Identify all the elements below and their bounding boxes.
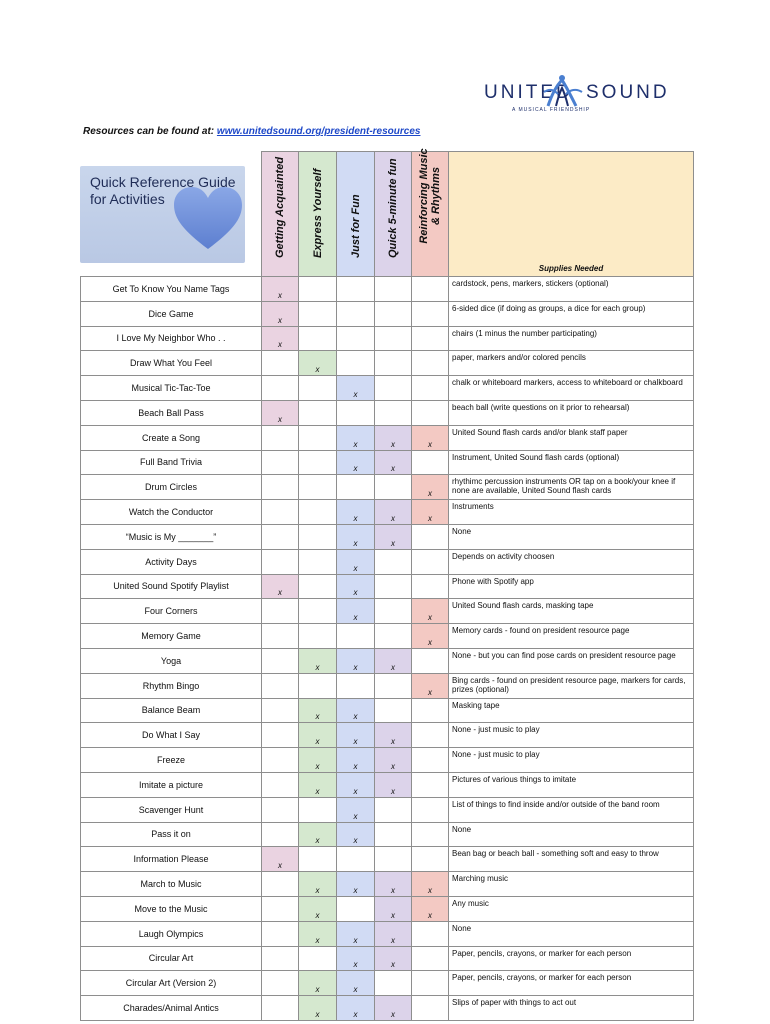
mark-cell [262, 971, 299, 996]
mark-cell [299, 549, 337, 574]
table-row [81, 921, 694, 946]
mark-cell: x [299, 698, 337, 723]
mark-cell: x [262, 301, 299, 326]
resources-line [83, 126, 420, 137]
mark-cell: x [337, 698, 375, 723]
mark-cell [375, 326, 412, 351]
mark-cell [412, 648, 449, 673]
mark-cell [412, 921, 449, 946]
activity-name: Dice Game [81, 301, 262, 326]
mark-cell [262, 376, 299, 401]
table-row [81, 425, 694, 450]
mark-cell [337, 351, 375, 376]
mark-cell [299, 946, 337, 971]
mark-cell [299, 450, 337, 475]
mark-cell [375, 400, 412, 425]
supplies-cell: Paper, pencils, crayons, or marker for each person [449, 971, 694, 996]
mark-cell [337, 847, 375, 872]
heart-icon [172, 185, 244, 251]
supplies-cell: United Sound flash cards and/or blank staff paper [449, 425, 694, 450]
supplies-cell: Instrument, United Sound flash cards (optional) [449, 450, 694, 475]
mark-cell [262, 500, 299, 525]
table-row [81, 797, 694, 822]
mark-cell [262, 475, 299, 500]
mark-cell [337, 475, 375, 500]
mark-cell [412, 549, 449, 574]
supplies-cell: 6-sided dice (if doing as groups, a dice for each group) [449, 301, 694, 326]
mark-cell: x [375, 524, 412, 549]
logo-text-right: SOUND [586, 82, 670, 103]
mark-cell [262, 549, 299, 574]
activity-name: Musical Tic-Tac-Toe [81, 376, 262, 401]
mark-cell: x [375, 450, 412, 475]
table-row [81, 376, 694, 401]
activity-name: Charades/Animal Antics [81, 996, 262, 1021]
mark-cell [412, 698, 449, 723]
mark-cell: x [299, 872, 337, 897]
mark-cell [375, 797, 412, 822]
table-row [81, 896, 694, 921]
mark-cell: x [375, 896, 412, 921]
table-row [81, 748, 694, 773]
mark-cell [262, 648, 299, 673]
mark-cell [375, 971, 412, 996]
mark-cell: x [337, 996, 375, 1021]
mark-cell [375, 376, 412, 401]
table-row [81, 450, 694, 475]
mark-cell [412, 326, 449, 351]
table-row [81, 624, 694, 649]
mark-cell [412, 971, 449, 996]
supplies-cell: None - just music to play [449, 748, 694, 773]
column-header-reinforcing-music: Reinforcing Music & Rhythms [412, 152, 449, 277]
logo-figures-icon [542, 74, 584, 108]
mark-cell [375, 822, 412, 847]
united-sound-logo [482, 78, 670, 118]
table-row [81, 277, 694, 302]
mark-cell [337, 277, 375, 302]
mark-cell [375, 549, 412, 574]
mark-cell: x [299, 748, 337, 773]
supplies-cell: chalk or whiteboard markers, access to whiteboard or chalkboard [449, 376, 694, 401]
table-row [81, 822, 694, 847]
mark-cell [412, 351, 449, 376]
supplies-cell: Marching music [449, 872, 694, 897]
mark-cell: x [299, 822, 337, 847]
mark-cell [262, 772, 299, 797]
mark-cell: x [337, 648, 375, 673]
activity-name: Rhythm Bingo [81, 673, 262, 698]
activity-name: Scavenger Hunt [81, 797, 262, 822]
mark-cell [262, 524, 299, 549]
mark-cell: x [262, 574, 299, 599]
column-header-quick-5-minute-fun: Quick 5-minute fun [375, 152, 412, 277]
table-row [81, 723, 694, 748]
table-row [81, 574, 694, 599]
activity-name: I Love My Neighbor Who . . [81, 326, 262, 351]
mark-cell [299, 524, 337, 549]
mark-cell [262, 748, 299, 773]
mark-cell [262, 946, 299, 971]
mark-cell: x [337, 723, 375, 748]
mark-cell: x [337, 574, 375, 599]
mark-cell: x [412, 500, 449, 525]
mark-cell [299, 673, 337, 698]
activity-name: Watch the Conductor [81, 500, 262, 525]
mark-cell: x [337, 748, 375, 773]
mark-cell: x [299, 648, 337, 673]
mark-cell: x [375, 872, 412, 897]
mark-cell [375, 475, 412, 500]
supplies-cell: Paper, pencils, crayons, or marker for each person [449, 946, 694, 971]
supplies-cell: Masking tape [449, 698, 694, 723]
logo-text-left: UNITED [484, 82, 573, 103]
mark-cell [412, 277, 449, 302]
activity-name: Pass it on [81, 822, 262, 847]
mark-cell [262, 797, 299, 822]
activity-name: Activity Days [81, 549, 262, 574]
table-row [81, 996, 694, 1021]
mark-cell: x [299, 971, 337, 996]
supplies-cell: List of things to find inside and/or outside of the band room [449, 797, 694, 822]
supplies-cell: cardstock, pens, markers, stickers (optional) [449, 277, 694, 302]
mark-cell [299, 500, 337, 525]
table-row [81, 698, 694, 723]
mark-cell [337, 326, 375, 351]
supplies-cell: None [449, 822, 694, 847]
mark-cell [412, 847, 449, 872]
mark-cell [412, 946, 449, 971]
supplies-cell: Slips of paper with things to act out [449, 996, 694, 1021]
mark-cell: x [299, 351, 337, 376]
mark-cell [299, 475, 337, 500]
mark-cell [299, 277, 337, 302]
mark-cell [299, 574, 337, 599]
resources-label: Resources can be found at: [83, 126, 215, 137]
mark-cell: x [375, 996, 412, 1021]
supplies-cell: None - but you can find pose cards on president resource page [449, 648, 694, 673]
mark-cell [299, 599, 337, 624]
mark-cell [412, 450, 449, 475]
supplies-cell: None [449, 524, 694, 549]
activity-name: Balance Beam [81, 698, 262, 723]
mark-cell: x [337, 971, 375, 996]
mark-cell [337, 896, 375, 921]
mark-cell: x [375, 921, 412, 946]
supplies-cell: beach ball (write questions on it prior to rehearsal) [449, 400, 694, 425]
column-header-getting-acquainted: Getting Acquainted [262, 152, 299, 277]
mark-cell [299, 376, 337, 401]
table-row [81, 847, 694, 872]
mark-cell: x [337, 500, 375, 525]
activity-name: Get To Know You Name Tags [81, 277, 262, 302]
mark-cell [375, 673, 412, 698]
mark-cell: x [299, 896, 337, 921]
mark-cell: x [337, 425, 375, 450]
table-row [81, 946, 694, 971]
table-row [81, 673, 694, 698]
mark-cell: x [337, 946, 375, 971]
column-header-just-for-fun: Just for Fun [337, 152, 375, 277]
mark-cell [299, 847, 337, 872]
mark-cell [262, 896, 299, 921]
mark-cell: x [299, 921, 337, 946]
supplies-cell: Memory cards - found on president resource page [449, 624, 694, 649]
mark-cell [299, 425, 337, 450]
mark-cell [375, 277, 412, 302]
mark-cell: x [299, 772, 337, 797]
mark-cell: x [375, 500, 412, 525]
mark-cell: x [375, 772, 412, 797]
activity-name: Freeze [81, 748, 262, 773]
activity-name: Drum Circles [81, 475, 262, 500]
mark-cell [262, 673, 299, 698]
mark-cell [337, 624, 375, 649]
mark-cell: x [375, 748, 412, 773]
mark-cell [262, 996, 299, 1021]
mark-cell: x [412, 599, 449, 624]
mark-cell [412, 301, 449, 326]
mark-cell [262, 921, 299, 946]
mark-cell [262, 624, 299, 649]
activity-name: Laugh Olympics [81, 921, 262, 946]
mark-cell: x [337, 797, 375, 822]
mark-cell [412, 376, 449, 401]
activity-name: Yoga [81, 648, 262, 673]
table-row [81, 475, 694, 500]
mark-cell [375, 301, 412, 326]
page-title: Quick Reference Guide for Activities [90, 174, 236, 207]
mark-cell: x [299, 723, 337, 748]
mark-cell [262, 450, 299, 475]
activity-name: Four Corners [81, 599, 262, 624]
table-row [81, 326, 694, 351]
supplies-cell: None - just music to play [449, 723, 694, 748]
supplies-cell: rhythimc percussion instruments OR tap on a book/your knee if none are available, United Sound flash cards [449, 475, 694, 500]
mark-cell [375, 624, 412, 649]
mark-cell: x [262, 277, 299, 302]
table-row [81, 549, 694, 574]
activity-name: Full Band Trivia [81, 450, 262, 475]
activity-name: Information Please [81, 847, 262, 872]
activity-name: Do What I Say [81, 723, 262, 748]
mark-cell: x [262, 326, 299, 351]
mark-cell: x [337, 599, 375, 624]
mark-cell: x [412, 673, 449, 698]
mark-cell [262, 599, 299, 624]
activity-name: Create a Song [81, 425, 262, 450]
mark-cell: x [412, 896, 449, 921]
mark-cell: x [412, 872, 449, 897]
mark-cell: x [262, 400, 299, 425]
mark-cell [375, 847, 412, 872]
activity-name: Imitate a picture [81, 772, 262, 797]
mark-cell [412, 723, 449, 748]
supplies-cell: Bean bag or beach ball - something soft and easy to throw [449, 847, 694, 872]
mark-cell: x [337, 450, 375, 475]
mark-cell [412, 772, 449, 797]
supplies-cell: Bing cards - found on president resource page, markers for cards, prizes (optional) [449, 673, 694, 698]
mark-cell: x [299, 996, 337, 1021]
mark-cell [375, 599, 412, 624]
supplies-cell: Depends on activity choosen [449, 549, 694, 574]
table-row [81, 599, 694, 624]
table-row [81, 351, 694, 376]
mark-cell [262, 351, 299, 376]
activity-name: Circular Art (Version 2) [81, 971, 262, 996]
table-row [81, 971, 694, 996]
table-row [81, 500, 694, 525]
mark-cell: x [412, 624, 449, 649]
activity-name: Beach Ball Pass [81, 400, 262, 425]
mark-cell [262, 723, 299, 748]
mark-cell [299, 400, 337, 425]
mark-cell [412, 524, 449, 549]
mark-cell: x [375, 648, 412, 673]
mark-cell [337, 301, 375, 326]
supplies-cell: None [449, 921, 694, 946]
mark-cell: x [337, 549, 375, 574]
logo-tagline: A MUSICAL FRIENDSHIP [512, 107, 591, 113]
activity-name: “Music is My _______” [81, 524, 262, 549]
mark-cell [262, 425, 299, 450]
column-header-supplies: Supplies Needed [449, 152, 694, 277]
mark-cell: x [337, 872, 375, 897]
mark-cell [412, 797, 449, 822]
mark-cell [375, 698, 412, 723]
activity-name: March to Music [81, 872, 262, 897]
mark-cell: x [375, 946, 412, 971]
mark-cell [299, 326, 337, 351]
mark-cell: x [337, 772, 375, 797]
mark-cell: x [337, 822, 375, 847]
mark-cell [299, 301, 337, 326]
activity-name: Circular Art [81, 946, 262, 971]
mark-cell [262, 698, 299, 723]
mark-cell: x [337, 376, 375, 401]
supplies-cell: chairs (1 minus the number participating) [449, 326, 694, 351]
table-row [81, 872, 694, 897]
mark-cell [299, 624, 337, 649]
mark-cell: x [337, 921, 375, 946]
mark-cell [412, 748, 449, 773]
mark-cell: x [375, 425, 412, 450]
supplies-cell: Pictures of various things to imitate [449, 772, 694, 797]
mark-cell: x [412, 425, 449, 450]
supplies-cell: United Sound flash cards, masking tape [449, 599, 694, 624]
table-row [81, 772, 694, 797]
supplies-cell: Phone with Spotify app [449, 574, 694, 599]
mark-cell: x [412, 475, 449, 500]
supplies-cell: Any music [449, 896, 694, 921]
resources-link[interactable]: www.unitedsound.org/president-resources [216, 126, 421, 137]
mark-cell [412, 822, 449, 847]
mark-cell [375, 351, 412, 376]
mark-cell [299, 797, 337, 822]
mark-cell [262, 872, 299, 897]
mark-cell [337, 673, 375, 698]
activity-name: Memory Game [81, 624, 262, 649]
mark-cell [375, 574, 412, 599]
supplies-cell: Instruments [449, 500, 694, 525]
activity-name: Move to the Music [81, 896, 262, 921]
mark-cell: x [375, 723, 412, 748]
supplies-cell: paper, markers and/or colored pencils [449, 351, 694, 376]
table-row [81, 524, 694, 549]
mark-cell [337, 400, 375, 425]
mark-cell [412, 996, 449, 1021]
table-row [81, 400, 694, 425]
mark-cell: x [262, 847, 299, 872]
activity-name: Draw What You Feel [81, 351, 262, 376]
mark-cell: x [337, 524, 375, 549]
column-header-express-yourself: Express Yourself [299, 152, 337, 277]
mark-cell [412, 400, 449, 425]
mark-cell [412, 574, 449, 599]
mark-cell [262, 822, 299, 847]
table-row [81, 648, 694, 673]
table-row [81, 301, 694, 326]
activities-table [80, 148, 694, 1021]
activity-name: United Sound Spotify Playlist [81, 574, 262, 599]
